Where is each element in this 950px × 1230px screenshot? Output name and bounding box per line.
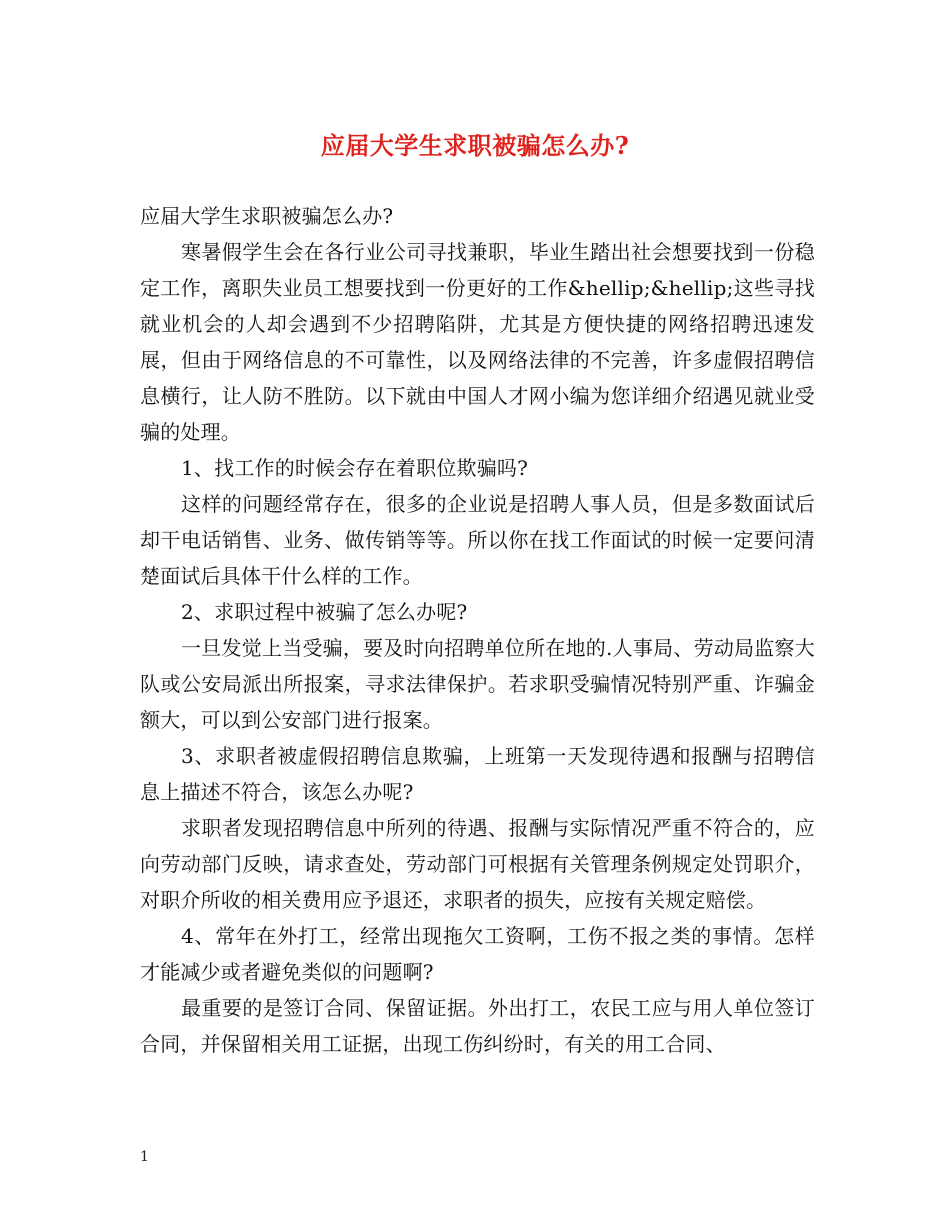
document-body [140, 198, 815, 1062]
question-2: 2、求职过程中被骗了怎么办呢? [181, 600, 468, 624]
answer-1: 这样的问题经常存在，很多的企业说是招聘人事人员，但是多数面试后却干电话销售、业务、做传销等等。所以你在找工作面试的时候一定要问清楚面试后具体干什么样的工作。 [140, 492, 815, 588]
question-4: 4、常年在外打工，经常出现拖欠工资啊，工伤不报之类的事情。怎样才能减少或者避免类似的问题啊? [140, 924, 815, 984]
page-number: 1 [140, 1149, 149, 1165]
document-title: 应届大学生求职被骗怎么办? [320, 131, 630, 160]
paragraph-heading: 应届大学生求职被骗怎么办? [140, 204, 394, 228]
question-3: 3、求职者被虚假招聘信息欺骗，上班第一天发现待遇和报酬与招聘信息上描述不符合，该怎么办呢? [140, 744, 815, 804]
paragraph-intro: 寒暑假学生会在各行业公司寻找兼职，毕业生踏出社会想要找到一份稳定工作，离职失业员工想要找到一份更好的工作&hellip;&hellip;这些寻找就业机会的人却会遇到不少招聘陷阱，尤其是方便快捷的网络招聘迅速发展，但由于网络信息的不可靠性，以及网络法律的不完善，许多虚假招聘信息横行，让人防不胜防。以下就由中国人才网小编为您详细介绍遇见就业受骗的处理。 [140, 240, 815, 444]
answer-3: 求职者发现招聘信息中所列的待遇、报酬与实际情况严重不符合的，应向劳动部门反映，请求查处，劳动部门可根据有关管理条例规定处罚职介，对职介所收的相关费用应予退还，求职者的损失，应按有关规定赔偿。 [140, 816, 815, 912]
answer-2: 一旦发觉上当受骗，要及时向招聘单位所在地的.人事局、劳动局监察大队或公安局派出所报案，寻求法律保护。若求职受骗情况特别严重、诈骗金额大，可以到公安部门进行报案。 [140, 636, 815, 732]
question-1: 1、找工作的时候会存在着职位欺骗吗? [181, 456, 529, 480]
answer-4: 最重要的是签订合同、保留证据。外出打工，农民工应与用人单位签订合同，并保留相关用工证据，出现工伤纠纷时，有关的用工合同、 [140, 996, 815, 1056]
